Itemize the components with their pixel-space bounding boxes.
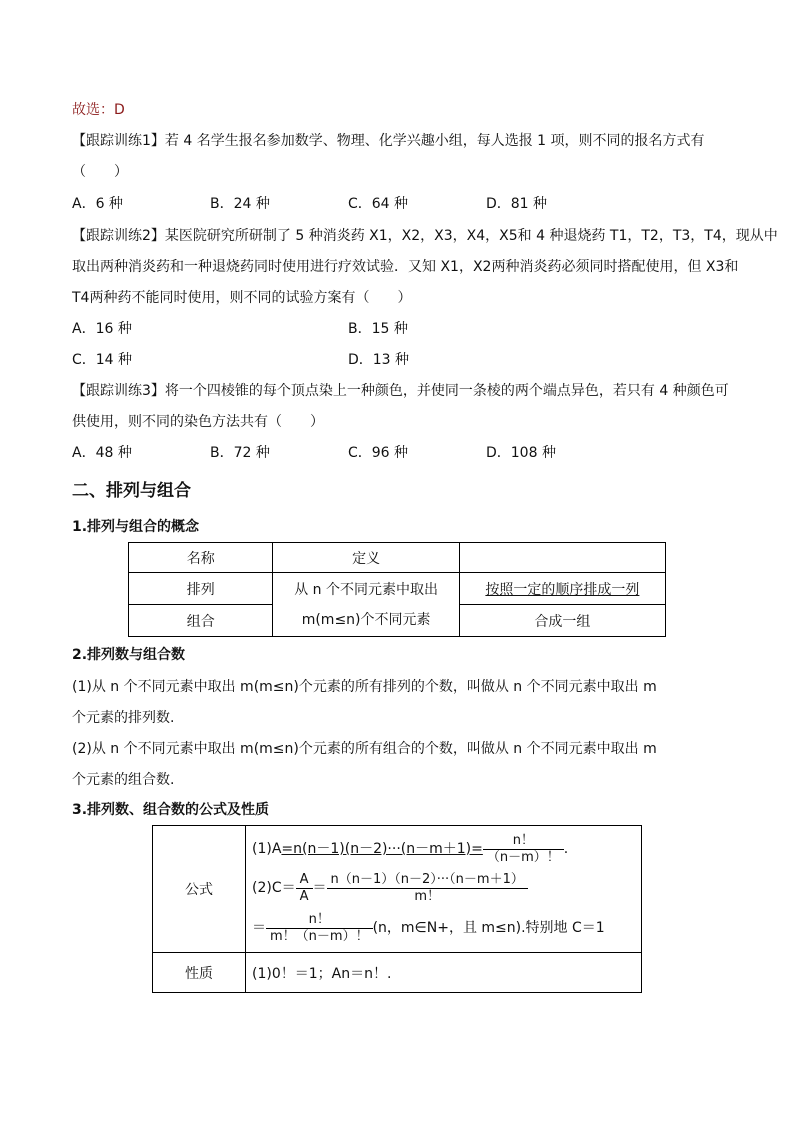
- concept-header-def: 定义: [273, 543, 459, 573]
- property-cell: (1)0！＝1；An＝n！.: [246, 953, 642, 993]
- exercise2-option-a: A．16 种: [72, 321, 132, 337]
- exercise3-option-b: B．72 种: [210, 445, 270, 461]
- formula-cell: [246, 826, 642, 953]
- formula-comb-den: m！: [414, 888, 441, 904]
- sub2-p2-line2: 个元素的组合数.: [72, 772, 175, 788]
- concept-header-name: 名称: [129, 543, 273, 573]
- sub2-p1-line1: (1)从 n 个不同元素中取出 m(m≤n)个元素的所有排列的个数，叫做从 n 个不同元素中取出 m: [72, 679, 657, 695]
- sub2-title: 2.排列数与组合数: [72, 647, 186, 663]
- property-label: 性质: [153, 953, 246, 993]
- formula-comb-prefix: (2)C: [252, 880, 282, 896]
- exercise3-option-c: C．96 种: [348, 445, 409, 461]
- formula-label: 公式: [153, 826, 246, 953]
- sub1-title: 1.排列与组合的概念: [72, 519, 200, 535]
- exercise1-option-a: A．6 种: [72, 196, 123, 212]
- formula-comb-factorial: ＝ $\frac{n!}{m!(n-m)!}$ (n，m∈N+，且 m≤n).特别地 C＝1: [252, 911, 605, 944]
- formula-comb-factorial-num: n！: [266, 912, 373, 929]
- formula-perm: (1)A=n(n－1)(n－2)···(n－m＋1)= $\frac{n!}{(n-m)!}$ .: [252, 832, 569, 865]
- formula-comb-ratio-num: A: [296, 872, 313, 889]
- formula-comb-ratio-den: A: [299, 888, 309, 904]
- concept-row-perm-name: 排列: [129, 573, 273, 605]
- exercise1-text: 【跟踪训练1】若 4 名学生报名参加数学、物理、化学兴趣小组，每人选报 1 项，则不同的报名方式有: [72, 133, 705, 149]
- formula-comb-special: ＝1: [581, 920, 605, 936]
- exercise3-line2: 供使用，则不同的染色方法共有（ ）: [72, 414, 324, 430]
- formula-perm-fraction: [483, 833, 564, 866]
- formula-comb-fraction: [327, 872, 528, 905]
- sub2-p2-line1: (2)从 n 个不同元素中取出 m(m≤n)个元素的所有组合的个数，叫做从 n 个不同元素中取出 m: [72, 741, 657, 757]
- formula-comb-ratio: [296, 872, 313, 905]
- concept-shared-def-line2: m(m≤n)个不同元素: [301, 611, 431, 628]
- concept-table: [128, 542, 666, 637]
- exercise2-option-c: C．14 种: [72, 352, 133, 368]
- formula-comb-factorial-den: m！（n－m）！: [270, 928, 369, 944]
- concept-shared-def-line1: 从 n 个不同元素中取出: [294, 581, 438, 598]
- concept-row-comb-name: 组合: [129, 605, 273, 637]
- answer-line: 故选：D: [72, 102, 125, 118]
- formula-comb-factorial-fraction: [266, 912, 373, 945]
- formula-comb: (2)C＝ $\frac{A}{A}$ ＝ $\frac{n(n-1)(n-2)\cdot\cdot\cdot(n-m+1)}{m!}$: [252, 868, 635, 908]
- exercise1-option-b: B．24 种: [210, 196, 270, 212]
- sub2-p1-line2: 个元素的排列数.: [72, 710, 175, 726]
- formula-comb-num: n（n－1）（n－2）···（n－m＋1）: [327, 872, 528, 889]
- exercise3-line1: 【跟踪训练3】将一个四棱锥的每个顶点染上一种颜色，并使同一条棱的两个端点异色，若只有 4 种颜色可: [72, 383, 729, 399]
- exercise2-line3: T4两种药不能同时使用，则不同的试验方案有（ ）: [72, 290, 412, 306]
- formula-perm-prefix: (1)A: [252, 841, 282, 857]
- sub3-title: 3.排列数、组合数的公式及性质: [72, 802, 270, 818]
- formula-perm-den: （n－m）！: [486, 849, 560, 865]
- concept-shared-definition: [273, 573, 459, 637]
- exercise2-line2: 取出两种消炎药和一种退烧药同时使用进行疗效试验．又知 X1，X2两种消炎药必须同时搭配使用，但 X3和: [72, 259, 739, 275]
- concept-header-empty: [459, 543, 665, 573]
- exercise1-option-d: D．81 种: [486, 196, 548, 212]
- formula-comb-condition: (n，m∈N+，且 m≤n).特别地 C: [372, 920, 582, 936]
- concept-row-comb-def: 合成一组: [459, 605, 665, 637]
- exercise3-option-d: D．108 种: [486, 445, 556, 461]
- exercise1-option-c: C．64 种: [348, 196, 409, 212]
- concept-row-perm-def: 按照一定的顺序排成一列: [459, 573, 665, 605]
- exercise1-blank: （ ）: [72, 164, 128, 180]
- exercise2-line1: 【跟踪训练2】某医院研究所研制了 5 种消炎药 X1，X2，X3，X4，X5和 4 种退烧药 T1，T2，T3，T4，现从中: [72, 228, 778, 244]
- exercise2-option-b: B．15 种: [348, 321, 408, 337]
- section-title: 二、排列与组合: [72, 481, 191, 501]
- formula-table: [152, 825, 642, 993]
- formula-perm-expansion: =n(n－1)(n－2)···(n－m＋1)=: [281, 841, 483, 857]
- exercise2-option-d: D．13 种: [348, 352, 410, 368]
- exercise3-option-a: A．48 种: [72, 445, 132, 461]
- formula-perm-num: n！: [483, 833, 564, 850]
